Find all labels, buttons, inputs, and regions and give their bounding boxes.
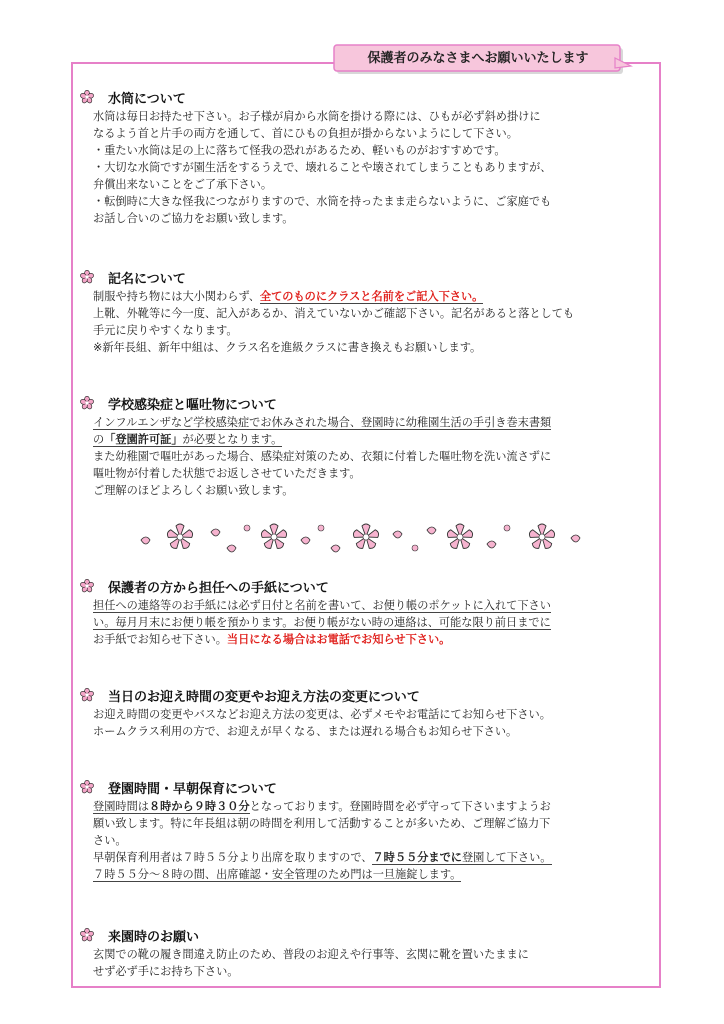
- body-text: 制服や持ち物には大小関わらず、: [93, 290, 260, 303]
- body-line: 手元に戻りやすくなります。: [93, 324, 238, 337]
- body-text: インフルエンザなど学校感染症でお休みされた場合、登園時に幼稚園生活の手引き巻末書類: [93, 416, 552, 429]
- petal-icon: [393, 531, 402, 538]
- time-emphasis: ８時から９時３０分: [148, 800, 250, 813]
- body-text: ７時５５分～８時の間、出席確認・安全管理のため門は一旦施錠します。: [93, 868, 462, 881]
- section-name-labeling: [80, 268, 655, 356]
- section-arrival-early-care: [80, 778, 655, 883]
- section-water-bottle: [80, 88, 655, 227]
- petal-icon: [571, 535, 580, 542]
- body-line: 嘔吐物が付着した状態でお返しさせていただきます。: [93, 467, 361, 480]
- time-emphasis: ７時５５分までに: [372, 851, 462, 864]
- sakura-icon: [80, 688, 94, 702]
- emphasis-text: 全てのものにクラスと名前をご記入下さい。: [259, 290, 484, 303]
- body-line: お迎え時間の変更やバスなどお迎え方法の変更は、必ずメモやお電話にてお知らせ下さい。: [93, 708, 551, 721]
- body-text: 登園時間は: [93, 800, 149, 813]
- sakura-divider: [135, 518, 595, 558]
- body-text: 登園して下さい。: [461, 851, 552, 864]
- sakura-icon: [80, 928, 94, 942]
- petal-icon: [211, 529, 220, 536]
- petal-icon: [301, 537, 310, 544]
- petal-icon: [487, 541, 496, 548]
- body-line: 願い致します。特に年長組は朝の時間を利用して活動することが多いため、ご理解ご協力下: [93, 817, 551, 830]
- sakura-icon: [80, 396, 94, 410]
- body-line: ※新年長組、新年中組は、クラス名を進級クラスに書き換えもお願いします。: [93, 341, 482, 354]
- section-title: 登園時間・早朝保育について: [108, 781, 277, 797]
- section-letters-to-teacher: [80, 577, 655, 648]
- body-line: お話し合いのご協力をお願い致します。: [93, 212, 294, 225]
- petal-icon: [427, 527, 436, 534]
- petal-icon: [141, 537, 150, 544]
- body-line: 弁償出来ないことをご了承下さい。: [93, 178, 273, 191]
- section-title: 来園時のお願い: [108, 929, 200, 945]
- section-visiting: [80, 926, 655, 980]
- body-line: ・転倒時に大きな怪我につながりますので、水筒を持ったまま走らないように、ご家庭でも: [93, 195, 552, 208]
- body-text: が必要となります。: [182, 433, 283, 446]
- body-line: ・大切な水筒ですが園生活をするうえで、壊れることや壊されてしまうこともありますが、: [93, 161, 552, 174]
- header-banner: [333, 44, 633, 76]
- petal-icon: [331, 545, 340, 552]
- section-title: 当日のお迎え時間の変更やお迎え方法の変更について: [108, 689, 420, 705]
- body-line: ホームクラス利用の方で、お迎えが早くなる、または遅れる場合もお知らせ下さい。: [93, 725, 518, 738]
- sakura-icon: [352, 524, 379, 550]
- sakura-icon: [80, 579, 94, 593]
- section-title: 水筒について: [108, 91, 186, 107]
- emphasis-text: 当日になる場合はお電話でお知らせ下さい。: [226, 633, 451, 646]
- sakura-icon: [528, 524, 555, 550]
- sakura-icon: [80, 90, 94, 104]
- body-line: さい。: [93, 834, 127, 847]
- section-pickup-changes: [80, 686, 655, 740]
- body-text: 早朝保育利用者は７時５５分より出席を取りますので、: [93, 851, 373, 864]
- body-text: い。毎月月末にお便り帳を預かります。お便り帳がない時の連絡は、可能な限り前日までに: [93, 616, 551, 629]
- body-text: となっております。登園時間を必ず守って下さいますようお: [249, 800, 551, 813]
- body-line: 玄関での靴の履き間違え防止のため、普段のお迎えや行事等、玄関に靴を置いたままに: [93, 948, 529, 961]
- permit-text: 「登園許可証」: [104, 433, 183, 446]
- sakura-icon: [446, 524, 473, 550]
- sakura-icon: [166, 524, 193, 550]
- section-title: 学校感染症と嘔吐物について: [108, 397, 277, 413]
- body-line: 上靴、外靴等に今一度、記入があるか、消えていないかご確認下さい。記名があると落としても: [93, 307, 575, 320]
- sakura-icon: [80, 270, 94, 284]
- section-infection-vomit: [80, 394, 655, 499]
- body-line: また幼稚園で嘔吐があった場合、感染症対策のため、衣類に付着した嘔吐物を洗い流さずに: [93, 450, 552, 463]
- section-title: 記名について: [108, 271, 186, 287]
- body-text: の: [93, 433, 105, 446]
- sakura-icon: [260, 524, 287, 550]
- body-line: なるよう首と片手の両方を通して、首にひもの負担が掛からないようにして下さい。: [93, 127, 518, 140]
- body-text: お手紙でお知らせ下さい。: [93, 633, 227, 646]
- body-line: ご理解のほどよろしくお願い致します。: [93, 484, 294, 497]
- section-title: 保護者の方から担任への手紙について: [108, 580, 329, 596]
- body-line: 水筒は毎日お持たせ下さい。お子様が肩から水筒を掛ける際には、ひもが必ず斜め掛けに: [93, 110, 541, 123]
- body-text: 担任への連絡等のお手紙には必ず日付と名前を書いて、お便り帳のポケットに入れて下さい: [93, 599, 551, 612]
- sakura-icon: [80, 780, 94, 794]
- petal-icon: [227, 545, 236, 552]
- banner-title: 保護者のみなさまへお願いいたします: [367, 51, 589, 66]
- body-line: せず必ず手にお持ち下さい。: [93, 965, 239, 978]
- body-line: ・重たい水筒は足の上に落ちて怪我の恐れがあるため、軽いものがおすすめです。: [93, 144, 506, 157]
